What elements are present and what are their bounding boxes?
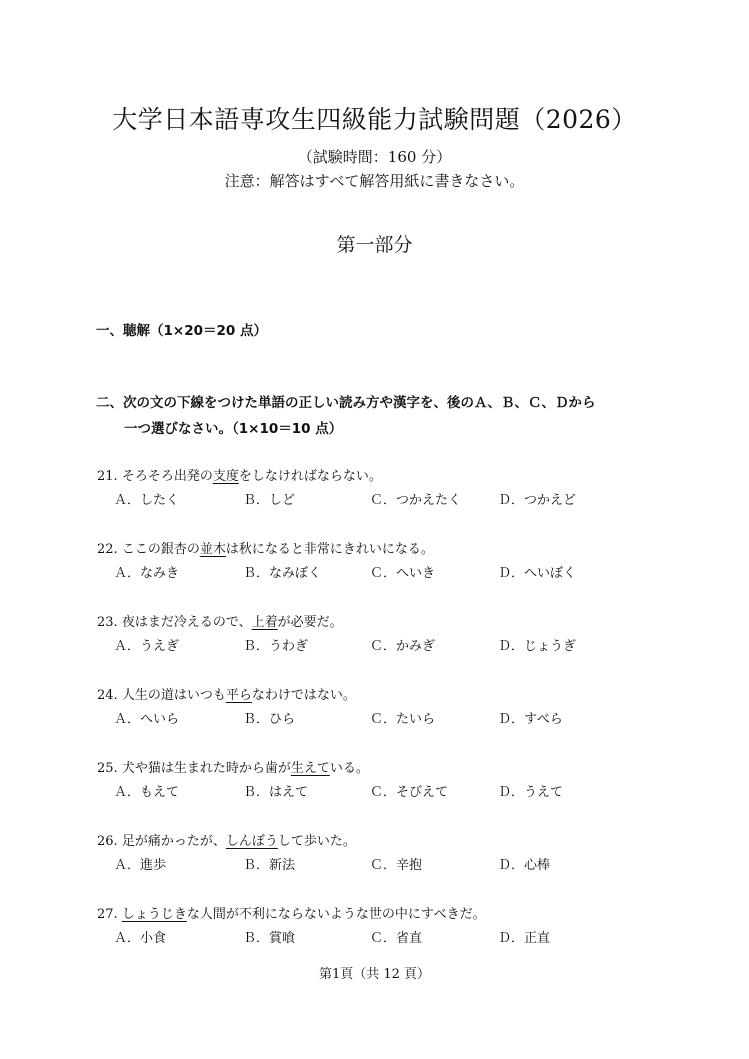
question-stem-after: な人間が不利にならないような世の中にすべきだ。 — [186, 907, 486, 922]
question-stem-after: して歩いた。 — [277, 834, 356, 849]
exam-title: 大学日本語専攻生四級能力試験問題（2026） — [112, 105, 637, 134]
page-number: 第1頁（共 12 頁） — [318, 967, 431, 982]
question-stem-before: 夜はまだ冷えるので、 — [121, 615, 252, 630]
answer-option: Ｄ．つかえど — [498, 493, 577, 508]
answer-option: Ｂ．新法 — [243, 858, 296, 873]
question-number: 23. — [97, 615, 118, 630]
question-number: 26. — [97, 834, 118, 849]
question-text — [97, 684, 356, 703]
question-number: 24. — [97, 688, 118, 703]
question-text — [97, 757, 369, 776]
answer-option: Ｂ．なみぼく — [243, 566, 322, 581]
question-stem-before: 人生の道はいつも — [121, 688, 226, 703]
question-stem-before: 犬や猫は生まれた時から歯が — [121, 761, 291, 776]
part-heading: 第一部分 — [336, 234, 413, 256]
underlined-word: しんぼう — [225, 834, 278, 849]
section-heading-reading-line1: 二、次の文の下線をつけた単語の正しい読み方や漢字を、後のＡ、Ｂ、Ｃ、Ｄから — [96, 395, 596, 411]
answer-option: Ｄ．すべら — [498, 712, 563, 727]
answer-option: Ｂ．ひら — [243, 712, 296, 727]
question-stem-after: いる。 — [329, 761, 369, 776]
question-text — [97, 903, 486, 922]
answer-option: Ｄ．正直 — [498, 931, 551, 946]
answer-option: Ｃ．かみぎ — [370, 639, 436, 654]
section-heading-reading-line2: 一つ選びなさい。（1×10＝10 点） — [124, 421, 343, 437]
answer-option: Ｃ．つかえたく — [370, 493, 462, 508]
answer-option: Ｃ．そびえて — [370, 785, 449, 800]
question-text — [97, 830, 356, 849]
answer-option: Ａ．うえぎ — [114, 639, 180, 654]
question-number: 25. — [97, 761, 118, 776]
question-text — [97, 538, 434, 557]
question-stem-after: は秋になると非常にきれいになる。 — [225, 542, 434, 557]
underlined-word: 生えて — [290, 761, 330, 776]
answer-option: Ａ．小食 — [114, 931, 167, 946]
exam-notice: 注意：解答はすべて解答用紙に書きなさい。 — [224, 172, 525, 190]
answer-option: Ｂ．賞喰 — [243, 931, 296, 946]
answer-option: Ｄ．心棒 — [498, 858, 551, 873]
question-number: 22. — [97, 542, 118, 557]
answer-option: Ｄ．じょうぎ — [498, 639, 577, 654]
question-stem-before: そろそろ出発の — [121, 469, 213, 484]
underlined-word: 並木 — [199, 542, 226, 557]
question-stem-before: ここの銀杏の — [121, 542, 200, 557]
answer-option: Ｂ．しど — [243, 493, 296, 508]
question-text — [97, 465, 382, 484]
underlined-word: 支度 — [212, 469, 239, 484]
question-text — [97, 611, 343, 630]
underlined-word: 上着 — [251, 615, 278, 630]
answer-option: Ｂ．はえて — [243, 785, 309, 800]
answer-option: Ｄ．うえて — [498, 785, 564, 800]
question-stem-after: なわけではない。 — [251, 688, 356, 703]
answer-option: Ｄ．へいぼく — [498, 566, 577, 581]
answer-option: Ａ．なみき — [114, 566, 180, 581]
question-stem-after: をしなければならない。 — [238, 469, 382, 484]
underlined-word: 平ら — [225, 688, 252, 703]
answer-option: Ａ．へいら — [114, 712, 180, 727]
exam-time: （試験時間：160 分） — [297, 148, 452, 166]
answer-option: Ｃ．へいき — [370, 566, 436, 581]
question-stem-after: が必要だ。 — [277, 615, 343, 630]
answer-option: Ｃ．辛抱 — [370, 858, 423, 873]
answer-option: Ｃ．たいら — [370, 712, 436, 727]
answer-option: Ａ．したく — [114, 493, 180, 508]
section-heading-listening: 一、聴解（1×20＝20 点） — [96, 323, 267, 339]
underlined-word: しょうじき — [121, 907, 187, 922]
answer-option: Ｂ．うわぎ — [243, 639, 309, 654]
answer-option: Ｃ．省直 — [370, 931, 423, 946]
question-number: 27. — [97, 907, 118, 922]
question-stem-before: 足が痛かったが、 — [121, 834, 226, 849]
question-number: 21. — [97, 469, 118, 484]
answer-option: Ａ．もえて — [114, 785, 180, 800]
answer-option: Ａ．進歩 — [114, 858, 167, 873]
